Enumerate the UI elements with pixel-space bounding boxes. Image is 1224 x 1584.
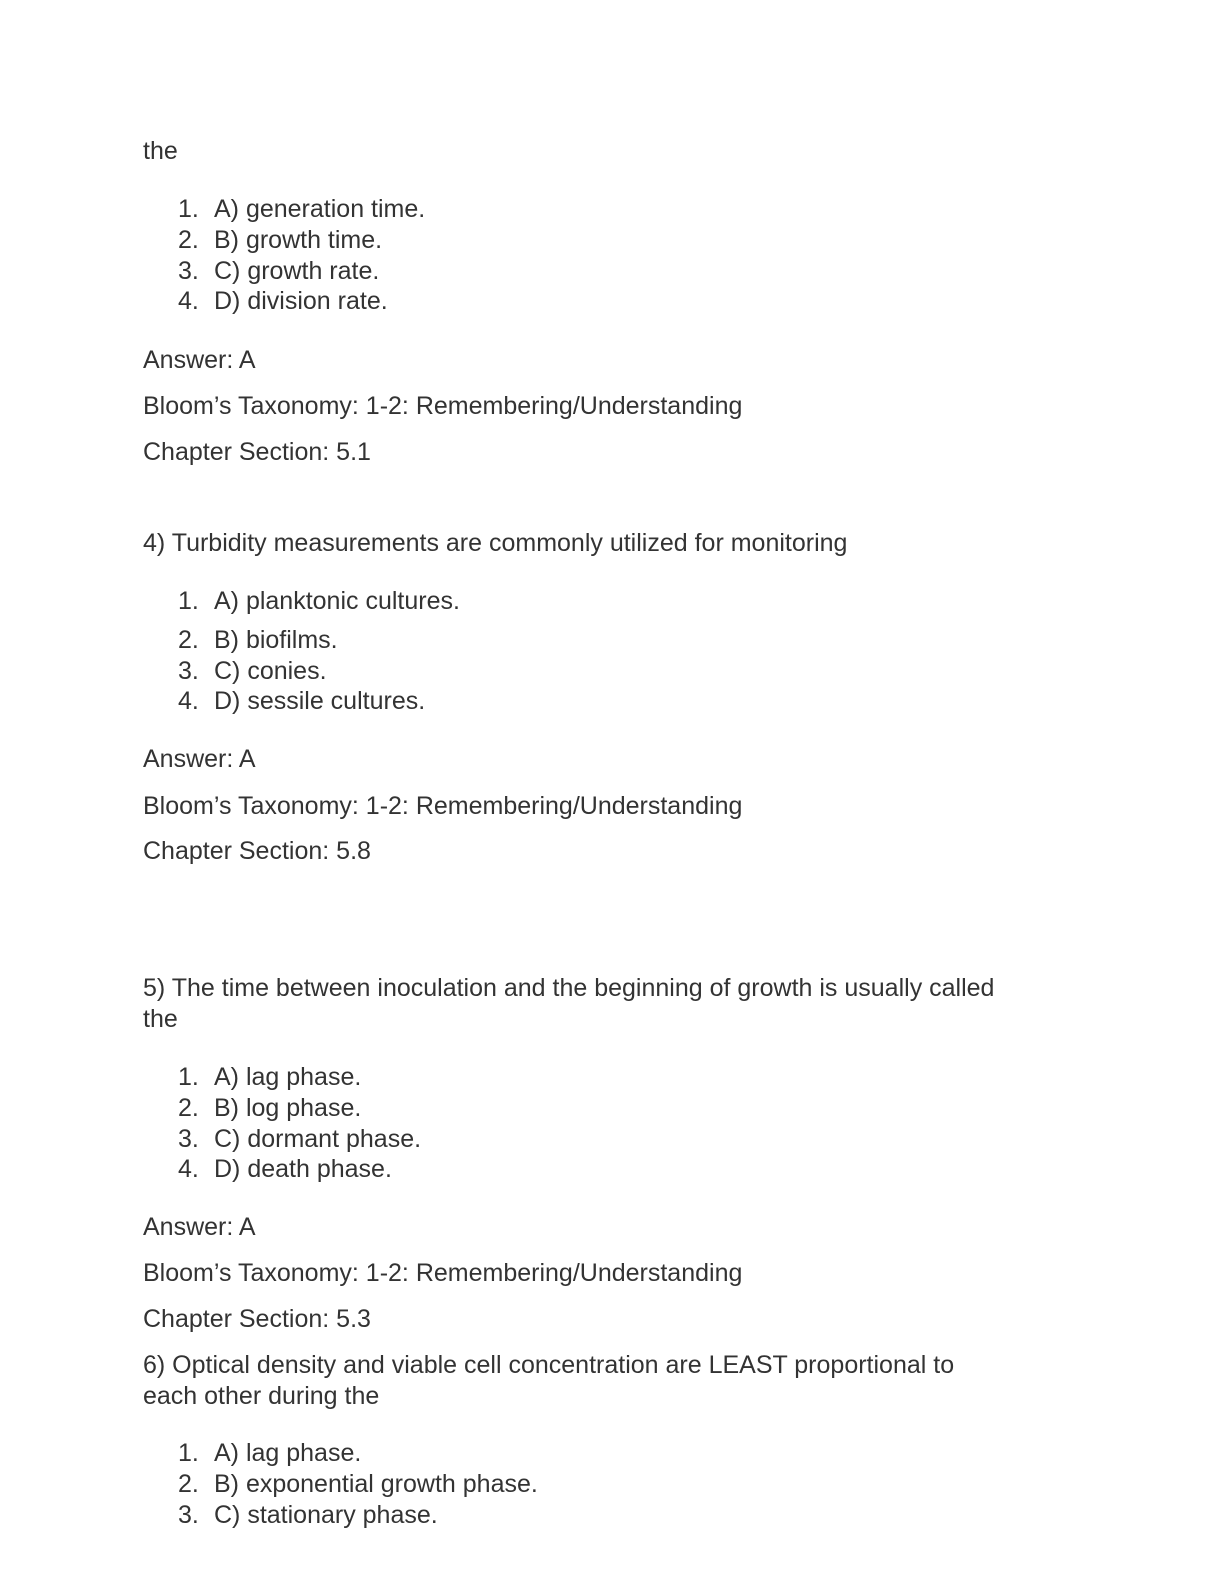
option-text: A) planktonic cultures. xyxy=(214,587,460,615)
chapter-section-line: Chapter Section: 5.8 xyxy=(143,837,371,865)
option-text: D) death phase. xyxy=(214,1155,392,1183)
blooms-taxonomy-line: Bloom’s Taxonomy: 1-2: Remembering/Understanding xyxy=(143,792,743,820)
option-item xyxy=(178,1062,361,1092)
answer-line: Answer: A xyxy=(143,745,256,773)
question-4-text: 4) Turbidity measurements are commonly utilized for monitoring xyxy=(143,529,848,557)
question-continuation-text: the xyxy=(143,137,178,165)
option-item xyxy=(178,625,338,655)
option-text: D) sessile cultures. xyxy=(214,687,426,715)
chapter-section-line: Chapter Section: 5.3 xyxy=(143,1305,371,1333)
answer-line: Answer: A xyxy=(143,1213,256,1241)
option-text: A) lag phase. xyxy=(214,1439,362,1467)
option-number: 1. xyxy=(178,1439,199,1467)
option-text: A) generation time. xyxy=(214,195,426,223)
option-text: B) exponential growth phase. xyxy=(214,1470,538,1498)
option-number: 1. xyxy=(178,1063,199,1091)
option-text: B) log phase. xyxy=(214,1094,362,1122)
option-text: C) stationary phase. xyxy=(214,1501,438,1529)
option-item xyxy=(178,1500,438,1530)
option-number: 3. xyxy=(178,1501,199,1529)
option-item xyxy=(178,686,425,716)
option-text: C) growth rate. xyxy=(214,257,380,285)
blooms-taxonomy-line: Bloom’s Taxonomy: 1-2: Remembering/Understanding xyxy=(143,1259,743,1287)
blooms-taxonomy-line: Bloom’s Taxonomy: 1-2: Remembering/Understanding xyxy=(143,392,743,420)
option-number: 3. xyxy=(178,1125,199,1153)
option-text: B) biofilms. xyxy=(214,626,338,654)
option-item xyxy=(178,1093,361,1123)
option-item xyxy=(178,286,388,316)
option-text: B) growth time. xyxy=(214,226,383,254)
option-item xyxy=(178,194,425,224)
option-item xyxy=(178,1469,538,1499)
option-item xyxy=(178,1124,421,1154)
option-number: 4. xyxy=(178,687,199,715)
option-item xyxy=(178,256,379,286)
chapter-section-line: Chapter Section: 5.1 xyxy=(143,438,371,466)
option-number: 2. xyxy=(178,1470,199,1498)
option-number: 4. xyxy=(178,287,199,315)
option-number: 3. xyxy=(178,257,199,285)
option-text: C) dormant phase. xyxy=(214,1125,422,1153)
option-number: 1. xyxy=(178,587,199,615)
option-number: 4. xyxy=(178,1155,199,1183)
option-number: 3. xyxy=(178,657,199,685)
question-6-text-line-1: 6) Optical density and viable cell concentration are LEAST proportional to xyxy=(143,1351,955,1379)
option-number: 2. xyxy=(178,1094,199,1122)
question-5-text-line-2: the xyxy=(143,1005,178,1033)
question-5-text-line-1: 5) The time between inoculation and the beginning of growth is usually called xyxy=(143,974,995,1002)
option-number: 2. xyxy=(178,226,199,254)
option-item xyxy=(178,656,327,686)
answer-line: Answer: A xyxy=(143,346,256,374)
option-text: C) conies. xyxy=(214,657,327,685)
option-number: 2. xyxy=(178,626,199,654)
option-text: D) division rate. xyxy=(214,287,388,315)
option-item xyxy=(178,1154,392,1184)
option-item xyxy=(178,586,460,616)
question-6-text-line-2: each other during the xyxy=(143,1382,380,1410)
option-text: A) lag phase. xyxy=(214,1063,362,1091)
option-number: 1. xyxy=(178,195,199,223)
option-item xyxy=(178,1438,361,1468)
option-item xyxy=(178,225,382,255)
